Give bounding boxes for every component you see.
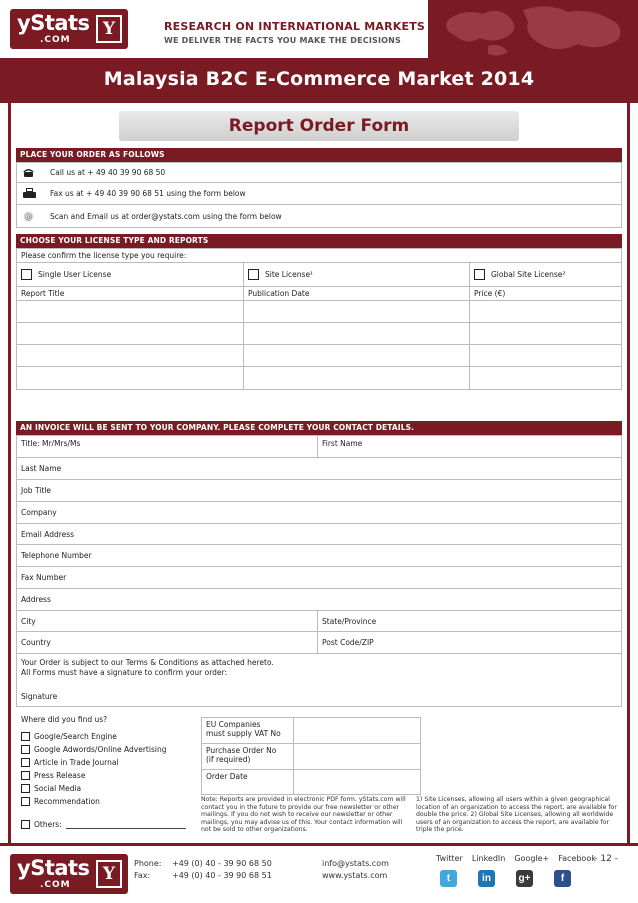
facebook-icon[interactable]: f [554,870,571,887]
state-field[interactable] [317,611,621,631]
order-form [8,103,630,843]
site-license-checkbox[interactable] [248,269,259,280]
social-label-linkedin: LinkedIn [471,854,506,863]
single-user-checkbox[interactable] [21,269,32,280]
publication-date-field[interactable] [243,301,469,322]
city-label: City [21,616,36,626]
google-plus-icon[interactable]: g+ [516,870,533,887]
signature-label: Signature [21,692,58,701]
find-us-option[interactable] [21,769,186,782]
email-label: Email Address [21,529,75,539]
po-label-2: (if required) [206,755,251,764]
fax-icon [23,188,34,199]
contact-row [17,611,621,632]
order-date-input[interactable] [294,770,420,794]
license-option-label: Single User License [38,270,112,279]
order-date-label: Order Date [202,770,294,794]
find-us-checkbox[interactable] [21,745,30,754]
at-icon [23,211,34,222]
social-label-twitter: Twitter [436,854,463,863]
post-code-field[interactable] [317,632,621,653]
vat-row [202,718,420,744]
column-header-publication-date: Publication Date [243,287,469,300]
find-us-option[interactable] [21,756,186,769]
report-title-field[interactable] [17,323,243,344]
company-field[interactable] [17,502,621,523]
order-method-row [17,205,621,227]
price-field[interactable] [469,301,621,322]
form-title-banner [119,111,519,141]
license-confirm-text: Please confirm the license type you require: [21,251,187,260]
job-title-field[interactable] [17,480,621,501]
last-name-field[interactable] [17,458,621,479]
license-option-label: Global Site License² [491,270,566,279]
terms-signature-row [17,654,621,706]
state-label: State/Province [322,616,377,626]
contact-section-heading: AN INVOICE WILL BE SENT TO YOUR COMPANY. PLEASE COMPLETE YOUR CONTACT DETAILS. [16,421,622,435]
find-us-label: Google/Search Engine [34,732,117,741]
report-row [17,323,621,345]
footer-online [322,858,389,882]
logo-brand: yStats [17,11,90,35]
first-name-field[interactable] [317,436,621,457]
country-field[interactable] [17,632,317,653]
find-us-option[interactable] [21,730,186,743]
title-field[interactable] [17,436,317,457]
report-row [17,367,621,389]
po-label-1: Purchase Order No [206,746,277,755]
svg-text:@: @ [24,211,33,221]
note-right: 1) Site Licenses, allowing all users within a given geographical location of an organization to access the report, are available for double the price. 2) Global Site Licenses, allowing all worldwide users of an organization to access the report, are available for triple the price. [416,796,617,834]
ystats-logo [10,9,128,49]
license-table [16,248,622,390]
social-label-facebook: Facebook [558,854,596,863]
tagline [164,20,425,45]
license-section-heading: CHOOSE YOUR LICENSE TYPE AND REPORTS [16,234,622,248]
po-input[interactable] [294,744,420,769]
phone-icon [23,167,34,178]
terms-line-2: All Forms must have a signature to confirm your order: [21,668,228,677]
license-option-global[interactable] [469,263,621,286]
footer-phone-label: Phone: [134,859,162,868]
job-title-label: Job Title [21,486,52,495]
others-label: Others: [34,820,62,829]
tagline-primary: RESEARCH ON INTERNATIONAL MARKETS [164,20,426,33]
first-name-label: First Name [322,439,363,448]
report-title: Malaysia B2C E-Commerce Market 2014 [103,68,535,90]
footer-logo [10,854,128,894]
order-date-row [202,770,420,794]
price-field[interactable] [469,323,621,344]
social-label-google: Google+ [514,854,550,863]
vat-label-1: EU Companies [206,720,261,729]
form-title: Report Order Form [228,116,410,136]
fax-label: Fax Number [21,573,67,582]
contact-row [17,480,621,502]
order-details-table [201,717,421,795]
order-method-text: Scan and Email us at order@ystats.com using the form below [50,211,282,221]
social-labels [436,854,596,863]
report-title-field[interactable] [17,345,243,366]
post-code-label: Post Code/ZIP [322,638,374,647]
find-us-checkbox[interactable] [21,784,30,793]
column-header-report-title: Report Title [21,289,65,298]
address-field[interactable] [17,589,621,610]
global-site-license-checkbox[interactable] [474,269,485,280]
order-method-text: Call us at + 49 40 39 90 68 50 [50,168,166,177]
fax-field[interactable] [17,567,621,588]
report-table-header [17,287,621,301]
column-header-price: Price (€) [469,287,621,300]
country-label: Country [21,638,51,647]
find-us-label: Recommendation [34,797,100,806]
find-us-checkbox[interactable] [21,771,30,780]
linkedin-icon[interactable]: in [478,870,495,887]
find-us-checkbox[interactable] [21,758,30,767]
report-row [17,301,621,323]
price-field[interactable] [469,367,621,389]
page-number: - 12 - [594,854,618,864]
city-field[interactable] [17,611,317,631]
footer-phone: +49 (0) 40 - 39 90 68 50 [172,859,272,868]
page-header [0,0,638,58]
find-us-label: Press Release [34,771,86,780]
contact-row [17,545,621,567]
footer-logo-mark: Y [96,860,122,888]
license-option-site[interactable] [243,263,469,286]
report-row [17,345,621,367]
vat-input[interactable] [294,718,420,743]
telephone-label: Telephone Number [21,551,92,560]
footer-contact-numbers [172,858,272,882]
contact-row [17,632,621,654]
find-us-label: Social Media [34,784,82,793]
contact-row [17,436,621,458]
contact-table [16,435,622,707]
footer-fax: +49 (0) 40 - 39 90 68 51 [172,871,272,880]
find-us-checkbox[interactable] [21,732,30,741]
find-us-options [21,730,186,831]
footer-fax-label: Fax: [134,871,151,880]
address-label: Address [21,595,51,604]
find-us-option[interactable] [21,782,186,795]
license-options-row [17,263,621,287]
title-label: Title: Mr/Mrs/Ms [21,439,81,448]
po-row [202,744,420,770]
telephone-field[interactable] [17,545,621,566]
email-field[interactable] [17,524,621,544]
contact-row [17,589,621,611]
find-us-other-checkbox[interactable] [21,820,30,829]
page-footer [0,843,638,903]
license-confirm-row [17,249,621,263]
find-us-option[interactable] [21,743,186,756]
tagline-secondary: WE DELIVER THE FACTS YOU MAKE THE DECISIONS [164,36,402,45]
social-icons [440,870,571,887]
find-us-other-option[interactable] [21,818,186,831]
find-us-option[interactable] [21,795,186,808]
publication-date-field[interactable] [243,345,469,366]
report-title-field[interactable] [17,301,243,322]
order-section-heading: PLACE YOUR ORDER AS FOLLOWS [16,148,622,162]
others-input[interactable] [66,821,186,829]
license-option-single[interactable] [17,263,243,286]
find-us-label: Article in Trade Journal [34,758,119,767]
note-left: Note: Reports are provided in electronic PDF form. yStats.com will contact you in the future to provide our free newsletter or other mailings. If you do not wish to receive our newsletter or other mailings, you may advise us of this. Your contact information will not be sold to other organizations. [201,796,406,834]
contact-row [17,502,621,524]
footer-contact-labels [134,858,161,882]
order-methods-table [16,162,622,228]
terms-line-1: Your Order is subject to our Terms & Conditions as attached hereto. [21,658,274,667]
twitter-icon[interactable]: t [440,870,457,887]
footer-logo-brand: yStats [17,856,90,880]
order-method-row [17,183,621,205]
license-option-label: Site License¹ [265,270,314,279]
contact-row [17,524,621,545]
title-bar [0,58,638,103]
logo-dotcom: .COM [40,35,71,45]
terms-text [21,658,274,678]
footer-email-link[interactable]: info@ystats.com [322,859,389,868]
footer-logo-dotcom: .COM [40,880,71,890]
logo-mark: Y [96,15,122,43]
world-map-graphic [428,0,638,58]
publication-date-field[interactable] [243,323,469,344]
find-us-label: Google Adwords/Online Advertising [34,745,167,754]
report-title-field[interactable] [17,367,243,389]
find-us-checkbox[interactable] [21,797,30,806]
company-label: Company [21,508,57,517]
order-method-row [17,163,621,183]
publication-date-field[interactable] [243,367,469,389]
vat-label-2: must supply VAT No [206,729,281,738]
price-field[interactable] [469,345,621,366]
last-name-label: Last Name [21,464,62,473]
contact-row [17,458,621,480]
footer-web-link[interactable]: www.ystats.com [322,871,388,880]
find-us-question: Where did you find us? [21,715,108,724]
contact-row [17,567,621,589]
order-method-text: Fax us at + 49 40 39 90 68 51 using the form below [50,189,246,198]
